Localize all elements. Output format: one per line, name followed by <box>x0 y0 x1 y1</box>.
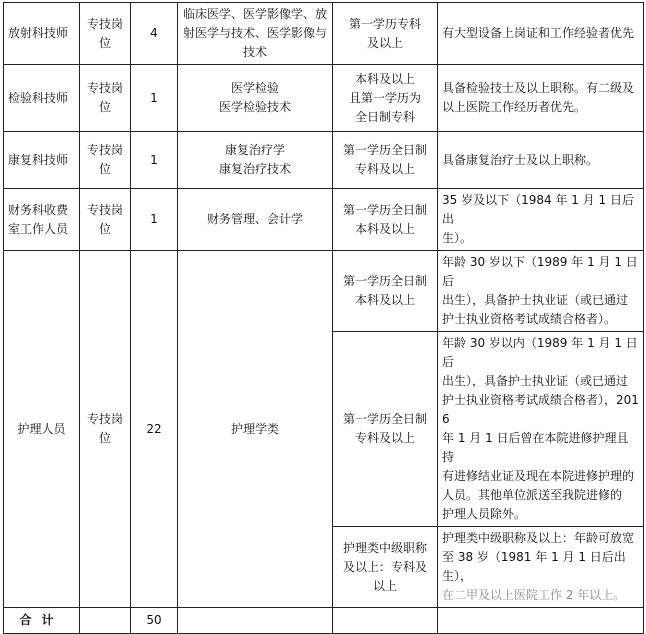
major-cell <box>178 65 333 132</box>
requirements-cell <box>438 251 644 332</box>
table-row <box>4 251 644 332</box>
table-row <box>4 65 644 132</box>
total-label: 合计 <box>4 608 80 634</box>
position-type <box>80 132 131 189</box>
hire-count: 22 <box>131 251 178 608</box>
major-line: 医学检验 <box>230 81 279 95</box>
position-name: 康复科技师 <box>4 132 80 189</box>
total-row <box>4 608 644 634</box>
major-line: 康复治疗学 <box>224 143 285 157</box>
education-line: 第一学历全日制 <box>342 274 427 288</box>
requirement-line: 具备康复治疗士及以上职称。 <box>442 152 599 167</box>
education-cell <box>333 251 438 332</box>
empty-cell <box>178 608 333 634</box>
empty-cell <box>333 608 438 634</box>
requirements-cell <box>438 527 644 608</box>
education-line: 专科及以上 <box>354 431 415 445</box>
position-type <box>80 65 131 132</box>
major-line: 技术 <box>242 45 267 59</box>
requirement-line: 出生），具备护士执业证（或已通过 <box>442 374 629 388</box>
table-row <box>4 189 644 251</box>
requirement-line: 有大型设备上岗证和工作经验者优先 <box>442 26 635 40</box>
total-count: 50 <box>131 608 178 634</box>
position-name: 检验科技师 <box>4 65 80 132</box>
position-type-text: 专技岗位 <box>86 143 123 176</box>
position-type <box>80 3 131 65</box>
education-line: 护理类中级职称 <box>342 540 427 555</box>
education-line: 专科及以上 <box>354 162 415 176</box>
education-line: 第一学历全日制 <box>342 143 427 157</box>
position-type-text: 专技岗位 <box>86 412 123 445</box>
education-line: 第一学历专科 <box>348 16 421 31</box>
requirement-line: 年龄 30 岁以内（1989 年 1 月 1 日后 <box>442 336 638 369</box>
education-line: 及以上：专科及 <box>342 559 427 574</box>
position-name: 财务科收费室工作人员 <box>4 189 80 251</box>
requirements-cell <box>438 132 644 189</box>
requirements-cell <box>438 189 644 251</box>
education-line: 以上 <box>372 578 397 593</box>
requirements-cell <box>438 3 644 65</box>
empty-cell <box>438 608 644 634</box>
education-cell <box>333 189 438 251</box>
requirement-line: 出生），具备护士执业证（或已通过 <box>442 293 629 307</box>
requirement-line: 至 38 岁（1981 年 1 月 1 日后出生）， <box>442 550 626 583</box>
education-line: 第一学历全日制 <box>342 412 427 426</box>
hire-count: 4 <box>131 3 178 65</box>
requirement-line: 护士执业资格考试成绩合格者）。 <box>442 312 617 326</box>
hire-count: 1 <box>131 189 178 251</box>
education-line: 及以上 <box>366 35 403 50</box>
requirement-line: 具备检验技士及以上职称。有二级及 <box>442 81 635 95</box>
education-line: 全日制专科 <box>354 109 415 124</box>
education-cell <box>333 527 438 608</box>
education-line: 第一学历全日制 <box>342 202 427 217</box>
requirements-cell <box>438 332 644 527</box>
position-type <box>80 189 131 251</box>
major-line: 康复治疗技术 <box>218 162 291 176</box>
requirement-line: 35 岁及以下（1984 年 1 月 1 日后出 <box>442 193 634 226</box>
requirement-line: 年龄 30 岁以下（1989 年 1 月 1 日后 <box>442 255 638 288</box>
table-row <box>4 132 644 189</box>
education-cell <box>333 65 438 132</box>
requirement-line: 护士执业资格考试成绩合格者），2016 <box>442 393 639 426</box>
recruitment-table <box>3 2 644 634</box>
position-type-text: 专技岗位 <box>86 202 123 236</box>
major-line: 射医学与技术、医学影像与 <box>182 26 327 40</box>
major-line: 财务管理、会计学 <box>206 212 303 226</box>
major-line: 医学检验技术 <box>218 100 291 114</box>
requirement-line: 生）。 <box>442 231 473 245</box>
education-cell <box>333 332 438 527</box>
major-line: 临床医学、医学影像学、放 <box>182 7 327 21</box>
requirements-cell <box>438 65 644 132</box>
education-line: 本科及以上 <box>354 293 415 307</box>
education-cell <box>333 3 438 65</box>
major-line: 护理学类 <box>230 421 279 436</box>
position-type-text: 专技岗位 <box>86 16 123 50</box>
requirement-line: 护理类中级职称及以上：年龄可放宽 <box>442 531 635 545</box>
empty-cell <box>80 608 131 634</box>
major-cell <box>178 189 333 251</box>
education-cell <box>333 132 438 189</box>
requirement-line: 年 1 月 1 日后曾在本院进修护理且持 <box>442 431 629 464</box>
requirement-line: 有进修结业证及现在本院进修护理的 <box>442 469 635 483</box>
table-row <box>4 3 644 65</box>
position-name: 护理人员 <box>4 251 80 608</box>
hire-count: 1 <box>131 132 178 189</box>
major-cell <box>178 251 333 608</box>
position-name: 放射科技师 <box>4 3 80 65</box>
major-cell <box>178 132 333 189</box>
requirement-line: 人员。其他单位派送至我院进修的 <box>442 488 623 502</box>
education-line: 本科及以上 <box>354 71 415 86</box>
requirement-line: 以上医院工作经历者优先。 <box>442 100 587 114</box>
education-line: 本科及以上 <box>354 221 415 236</box>
requirement-line: 在二甲及以上医院工作 2 年以上。 <box>442 588 626 602</box>
hire-count: 1 <box>131 65 178 132</box>
requirement-line: 护理人员除外。 <box>442 507 527 521</box>
position-type-text: 专技岗位 <box>86 81 123 114</box>
position-type <box>80 251 131 608</box>
education-line: 且第一学历为 <box>348 90 421 105</box>
major-cell <box>178 3 333 65</box>
